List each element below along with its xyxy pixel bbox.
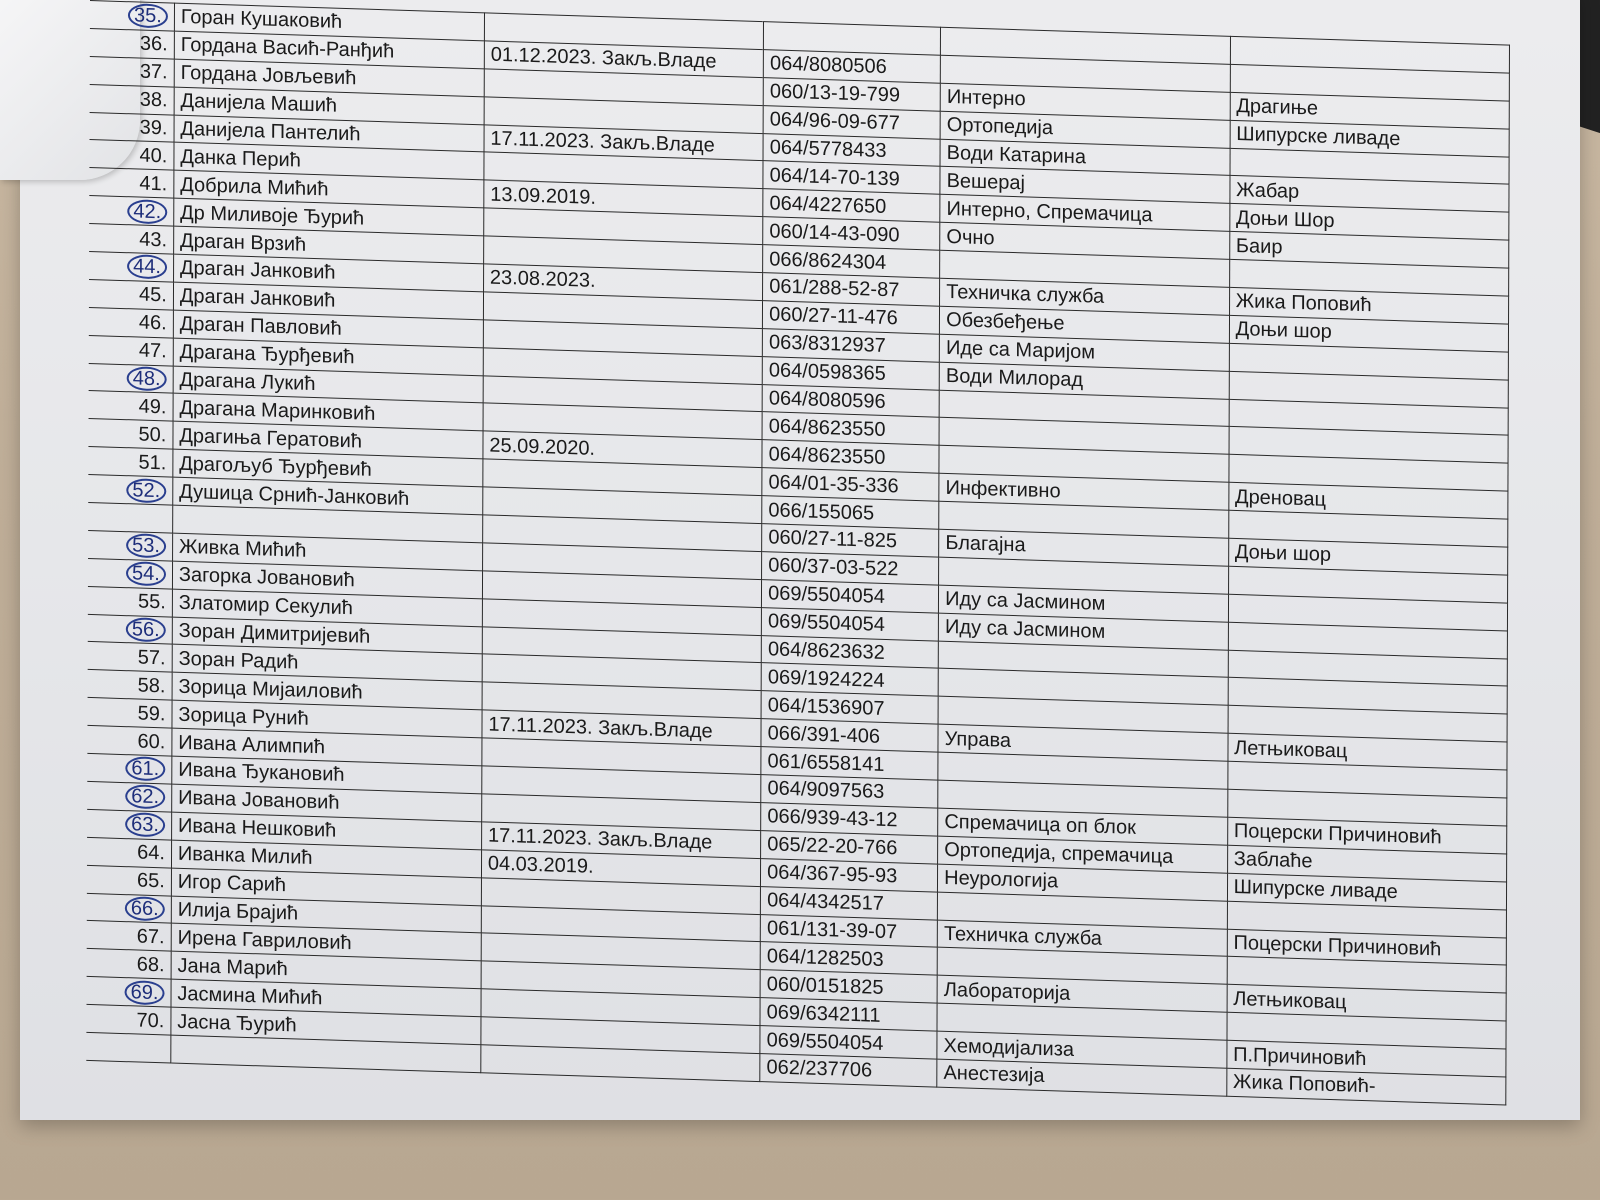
person-name: Ивана Нешковић [177, 815, 337, 843]
row-number-cell [89, 196, 173, 227]
phone-number: 069/5504054 [766, 1028, 884, 1055]
phone-number: 064/1282503 [766, 945, 884, 971]
row-number: 54. [126, 561, 166, 586]
phone-number: 060/13-19-799 [769, 80, 901, 107]
row-number: 49. [138, 395, 167, 419]
row-note: 17.11.2023. Закљ.Владе [487, 824, 713, 854]
phone-number: 064/8623550 [768, 443, 886, 469]
person-name: Зорица Рунић [178, 703, 309, 730]
phone-number: 060/0151825 [766, 972, 884, 999]
person-name: Данка Перић [180, 145, 301, 172]
location: Дреновац [1235, 485, 1327, 511]
row-number: 42. [127, 199, 167, 224]
location: Заблаће [1233, 848, 1313, 873]
row-number-cell [87, 949, 171, 980]
department: Ортопедија, спремачица [944, 839, 1174, 869]
row-number-cell [87, 809, 171, 840]
row-number: 60. [137, 730, 166, 753]
row-number-cell [88, 530, 172, 561]
row-number: 62. [125, 784, 165, 809]
row-number: 39. [139, 116, 168, 140]
location: Жабар [1236, 178, 1300, 203]
row-number-cell [87, 698, 171, 729]
department: Лабораторија [943, 978, 1071, 1005]
phone-number: 064/5778433 [769, 136, 887, 163]
person-name: Илија Брајић [177, 898, 299, 925]
row-note: 17.11.2023. Закљ.Владе [488, 713, 713, 743]
phone-number: 064/4227650 [769, 192, 887, 218]
department: Техничка служба [943, 922, 1102, 950]
person-name: Загорка Јовановић [178, 564, 355, 592]
roster-sheet [86, 0, 1580, 1137]
row-number-cell [89, 224, 173, 255]
department: Иду са Јасмином [945, 588, 1106, 616]
person-name: Гордана Васић-Ранђић [180, 34, 395, 63]
row-note: 17.11.2023. Закљ.Владе [490, 127, 715, 157]
row-number: 67. [136, 925, 165, 949]
phone-number: 064/0598365 [768, 359, 886, 386]
location: Шипурске ливаде [1236, 123, 1401, 151]
department: Очно [946, 225, 995, 250]
row-number-cell [88, 475, 172, 506]
person-name: Јасна Ђурић [177, 1010, 297, 1036]
location: Доњи Шор [1235, 206, 1335, 232]
person-name: Зоран Радић [178, 647, 299, 674]
location: Жика Поповић- [1232, 1071, 1376, 1098]
row-note: 25.09.2020. [489, 434, 596, 460]
person-name: Горан Кушаковић [180, 6, 343, 34]
row-number-cell [87, 837, 171, 868]
department: Хемодијализа [943, 1034, 1075, 1061]
location: Поцерски Причиновић [1233, 931, 1442, 961]
phone-number: 066/155065 [768, 498, 875, 525]
person-name: Ивана Алимпић [178, 731, 326, 758]
row-number: 53. [126, 534, 166, 559]
phone-number: 064/8623632 [767, 638, 885, 665]
row-number: 37. [139, 60, 168, 84]
person-name: Душица Срнић-Јанковић [179, 480, 410, 510]
person-name: Драган Врзић [180, 229, 307, 256]
location: Жика Поповић [1235, 290, 1372, 317]
row-number-cell [87, 753, 171, 784]
row-number-cell [89, 140, 173, 171]
row-number: 47. [138, 339, 167, 363]
row-number-cell [89, 279, 173, 310]
phone-number: 064/8623550 [768, 415, 886, 441]
person-name: Драгана Маринковић [179, 396, 376, 425]
row-number-cell [88, 558, 172, 589]
location: Поцерски Причиновић [1233, 820, 1442, 849]
department: Анестезија [943, 1062, 1045, 1088]
person-name: Гордана Јовљевић [180, 62, 357, 90]
department: Инфективно [945, 476, 1061, 503]
row-number-cell [87, 726, 171, 757]
row-number: 66. [125, 896, 165, 921]
person-name: Зорица Мијаиловић [178, 675, 363, 704]
row-number: 61. [125, 757, 165, 782]
row-number-cell [87, 921, 171, 952]
row-number-cell [89, 307, 173, 338]
roster-body [86, 0, 1509, 1104]
location: Драгиње [1236, 95, 1319, 120]
phone-number: 069/6342111 [766, 1000, 881, 1027]
department: Управа [944, 727, 1012, 752]
row-number-cell [90, 56, 174, 87]
phone-number: 060/37-03-522 [768, 554, 899, 581]
row-number-cell [88, 642, 172, 673]
row-number-cell [88, 670, 172, 701]
roster-table [86, 0, 1510, 1105]
row-number: 69. [125, 980, 165, 1005]
row-note: 04.03.2019. [487, 852, 594, 878]
person-name: Живка Мићић [178, 536, 307, 563]
row-number: 68. [136, 953, 165, 977]
phone-number: 069/1924224 [767, 666, 885, 692]
person-name: Драган Јанковић [179, 285, 336, 313]
person-name: Златомир Секулић [178, 591, 354, 620]
row-number: 58. [137, 674, 166, 698]
row-number: 65. [136, 869, 165, 893]
person-name: Ивана Јовановић [178, 787, 340, 815]
row-number-cell [89, 251, 173, 282]
department: Спремачица оп блок [944, 811, 1136, 840]
phone-number: 063/8312937 [768, 331, 886, 358]
person-name: Драгиња Гератовић [179, 424, 363, 453]
row-number-cell [90, 28, 174, 59]
row-number: 38. [139, 88, 168, 112]
row-number: 51. [138, 451, 167, 475]
department: Интерно, Спремачица [946, 197, 1153, 227]
phone-number: 066/391-406 [767, 722, 881, 748]
person-name: Драган Јанковић [179, 257, 336, 285]
location: Летњиковац [1233, 987, 1347, 1014]
location: Доњи шор [1235, 318, 1332, 344]
row-number-cell [86, 1004, 170, 1035]
person-name: Зоран Димитријевић [178, 619, 371, 648]
row-number-cell [88, 502, 172, 533]
row-number: 56. [126, 617, 166, 642]
row-number-cell [90, 0, 174, 31]
location: Шипурске ливаде [1233, 876, 1398, 904]
department: Иду са Јасмином [945, 616, 1106, 644]
phone-number: 061/6558141 [767, 749, 885, 776]
phone-number: 061/131-39-07 [766, 917, 898, 944]
phone-number: 064/96-09-677 [769, 108, 900, 135]
person-name: Драгана Ђурђевић [179, 340, 355, 369]
row-number: 43. [139, 228, 168, 251]
row-number: 59. [137, 702, 166, 726]
person-name: Данијела Машић [180, 89, 338, 117]
row-number: 57. [137, 646, 166, 670]
department: Вешерај [946, 169, 1025, 195]
row-number: 55. [137, 590, 166, 614]
row-number-cell [88, 614, 172, 645]
location: Доњи шор [1234, 541, 1332, 567]
department: Води Катарина [946, 141, 1087, 169]
person-name: Драгољуб Ђурђевић [179, 452, 372, 481]
phone-number: 066/8624304 [769, 247, 887, 274]
row-number: 50. [138, 423, 167, 447]
row-number-cell [86, 1032, 170, 1063]
row-number-cell [88, 447, 172, 478]
phone-number: 066/939-43-12 [767, 805, 898, 832]
person-name: Данијела Пантелић [180, 117, 361, 146]
person-name: Драгана Лукић [179, 368, 316, 396]
row-note: 23.08.2023. [489, 267, 596, 293]
person-name: Јасмина Мићић [177, 982, 323, 1009]
row-number-cell [87, 781, 171, 812]
person-name: Др Миливоје Ђурић [180, 201, 365, 230]
department: Неурологија [944, 867, 1059, 893]
department: Води Милорад [945, 365, 1084, 392]
person-name: Добрила Мићић [180, 173, 329, 201]
location: Баир [1235, 234, 1283, 259]
row-number-cell [87, 865, 171, 896]
department: Интерно [946, 86, 1026, 111]
location: П.Причиновић [1233, 1043, 1367, 1070]
department: Иде са Маријом [945, 337, 1096, 364]
row-number: 64. [137, 841, 165, 865]
person-name: Игор Сарић [177, 870, 287, 897]
phone-number-cell [760, 1054, 937, 1087]
department: Благајна [945, 532, 1026, 557]
row-number-cell [87, 893, 171, 924]
location: Летњиковац [1234, 736, 1348, 763]
row-number-cell [89, 363, 173, 394]
row-number: 52. [126, 478, 166, 503]
phone-number: 064/9097563 [767, 777, 885, 804]
phone-number: 069/5504054 [768, 610, 885, 637]
paper-sheet [20, 0, 1580, 1120]
phone-number: 060/27-11-825 [768, 526, 898, 553]
person-name: Иванка Милић [177, 842, 313, 870]
phone-number: 064/01-35-336 [768, 471, 899, 498]
phone-number: 060/27-11-476 [769, 303, 898, 330]
phone-number: 061/288-52-87 [769, 275, 900, 302]
person-name: Ирена Гавриловић [177, 926, 352, 955]
person-name: Драган Павловић [179, 313, 342, 341]
row-number-cell [88, 419, 172, 450]
row-number: 40. [139, 144, 168, 168]
phone-number: 069/5504054 [768, 582, 885, 609]
row-number: 41. [139, 172, 168, 196]
row-number: 35. [128, 4, 168, 29]
phone-number: 062/237706 [766, 1056, 873, 1082]
row-number: 44. [127, 255, 167, 280]
row-number: 46. [138, 311, 167, 335]
phone-number: 060/14-43-090 [769, 220, 900, 247]
phone-number: 064/1536907 [767, 694, 885, 720]
person-name: Ивана Ђукановић [178, 759, 345, 787]
row-number-cell [89, 391, 173, 422]
row-number: 48. [127, 366, 167, 391]
department: Техничка служба [946, 281, 1105, 309]
phone-number: 064/8080506 [769, 52, 887, 79]
department: Ортопедија [946, 114, 1054, 140]
department: Обезбеђење [946, 309, 1065, 335]
row-note: 13.09.2019. [490, 183, 596, 209]
row-number-cell [88, 586, 172, 617]
phone-number: 064/367-95-93 [767, 861, 898, 888]
row-number-cell [89, 335, 173, 366]
row-number: 45. [139, 283, 167, 307]
row-number: 70. [136, 1008, 165, 1032]
phone-number: 065/22-20-766 [767, 833, 898, 860]
row-number-cell [90, 84, 174, 115]
phone-number: 064/4342517 [767, 889, 884, 915]
row-number: 36. [139, 32, 168, 56]
phone-number: 064/8080596 [768, 387, 886, 414]
row-number-cell [86, 977, 170, 1008]
phone-number: 064/14-70-139 [769, 164, 900, 191]
person-name: Јана Марић [177, 954, 288, 980]
row-note: 01.12.2023. Закљ.Владе [490, 43, 717, 74]
row-number: 63. [125, 812, 165, 837]
row-number-cell [89, 168, 173, 199]
row-number-cell [90, 112, 174, 143]
